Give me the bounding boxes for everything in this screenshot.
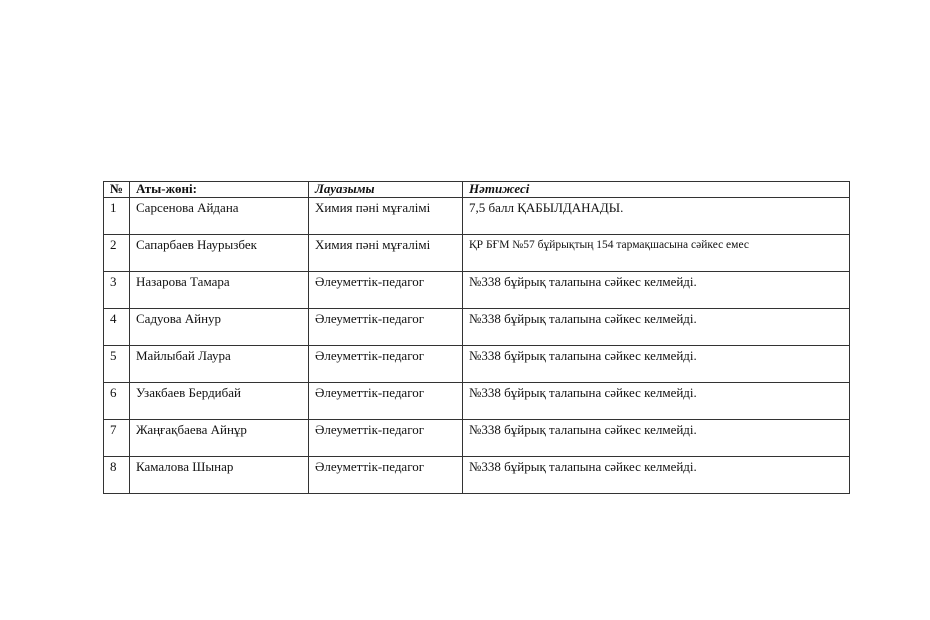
cell-name: Камалова Шынар <box>130 457 309 494</box>
results-table <box>103 181 850 494</box>
table-row <box>104 198 850 235</box>
cell-position: Әлеуметтік-педагог <box>309 272 463 309</box>
cell-name: Узакбаев Бердибай <box>130 383 309 420</box>
cell-number: 3 <box>104 272 130 309</box>
cell-position: Химия пәні мұғалімі <box>309 235 463 272</box>
cell-number: 7 <box>104 420 130 457</box>
cell-name: Жаңғақбаева Айнұр <box>130 420 309 457</box>
header-row <box>104 182 850 198</box>
cell-position: Әлеуметтік-педагог <box>309 346 463 383</box>
header-number: № <box>104 182 130 198</box>
cell-name: Майлыбай Лаура <box>130 346 309 383</box>
cell-result: 7,5 балл ҚАБЫЛДАНАДЫ. <box>463 198 850 235</box>
cell-result: №338 бұйрық талапына сәйкес келмейді. <box>463 272 850 309</box>
cell-result: ҚР БҒМ №57 бұйрықтың 154 тармақшасына сәйкес емес <box>463 235 850 272</box>
cell-number: 5 <box>104 346 130 383</box>
cell-result: №338 бұйрық талапына сәйкес келмейді. <box>463 309 850 346</box>
cell-position: Әлеуметтік-педагог <box>309 420 463 457</box>
header-name: Аты-жөні: <box>130 182 309 198</box>
table-row <box>104 309 850 346</box>
cell-number: 1 <box>104 198 130 235</box>
cell-result: №338 бұйрық талапына сәйкес келмейді. <box>463 457 850 494</box>
table-row <box>104 457 850 494</box>
cell-number: 6 <box>104 383 130 420</box>
header-result: Нәтижесі <box>463 182 850 198</box>
table-row <box>104 346 850 383</box>
cell-number: 4 <box>104 309 130 346</box>
table-row <box>104 420 850 457</box>
table-row <box>104 383 850 420</box>
table-row <box>104 272 850 309</box>
cell-name: Назарова Тамара <box>130 272 309 309</box>
cell-position: Әлеуметтік-педагог <box>309 457 463 494</box>
cell-position: Әлеуметтік-педагог <box>309 383 463 420</box>
cell-name: Сапарбаев Наурызбек <box>130 235 309 272</box>
cell-number: 2 <box>104 235 130 272</box>
cell-result: №338 бұйрық талапына сәйкес келмейді. <box>463 383 850 420</box>
cell-number: 8 <box>104 457 130 494</box>
table-header <box>104 182 850 198</box>
cell-name: Садуова Айнур <box>130 309 309 346</box>
table-row <box>104 235 850 272</box>
cell-result: №338 бұйрық талапына сәйкес келмейді. <box>463 346 850 383</box>
cell-position: Әлеуметтік-педагог <box>309 309 463 346</box>
cell-result: №338 бұйрық талапына сәйкес келмейді. <box>463 420 850 457</box>
cell-position: Химия пәні мұғалімі <box>309 198 463 235</box>
cell-name: Сарсенова Айдана <box>130 198 309 235</box>
table-body <box>104 198 850 494</box>
header-position: Лауазымы <box>309 182 463 198</box>
